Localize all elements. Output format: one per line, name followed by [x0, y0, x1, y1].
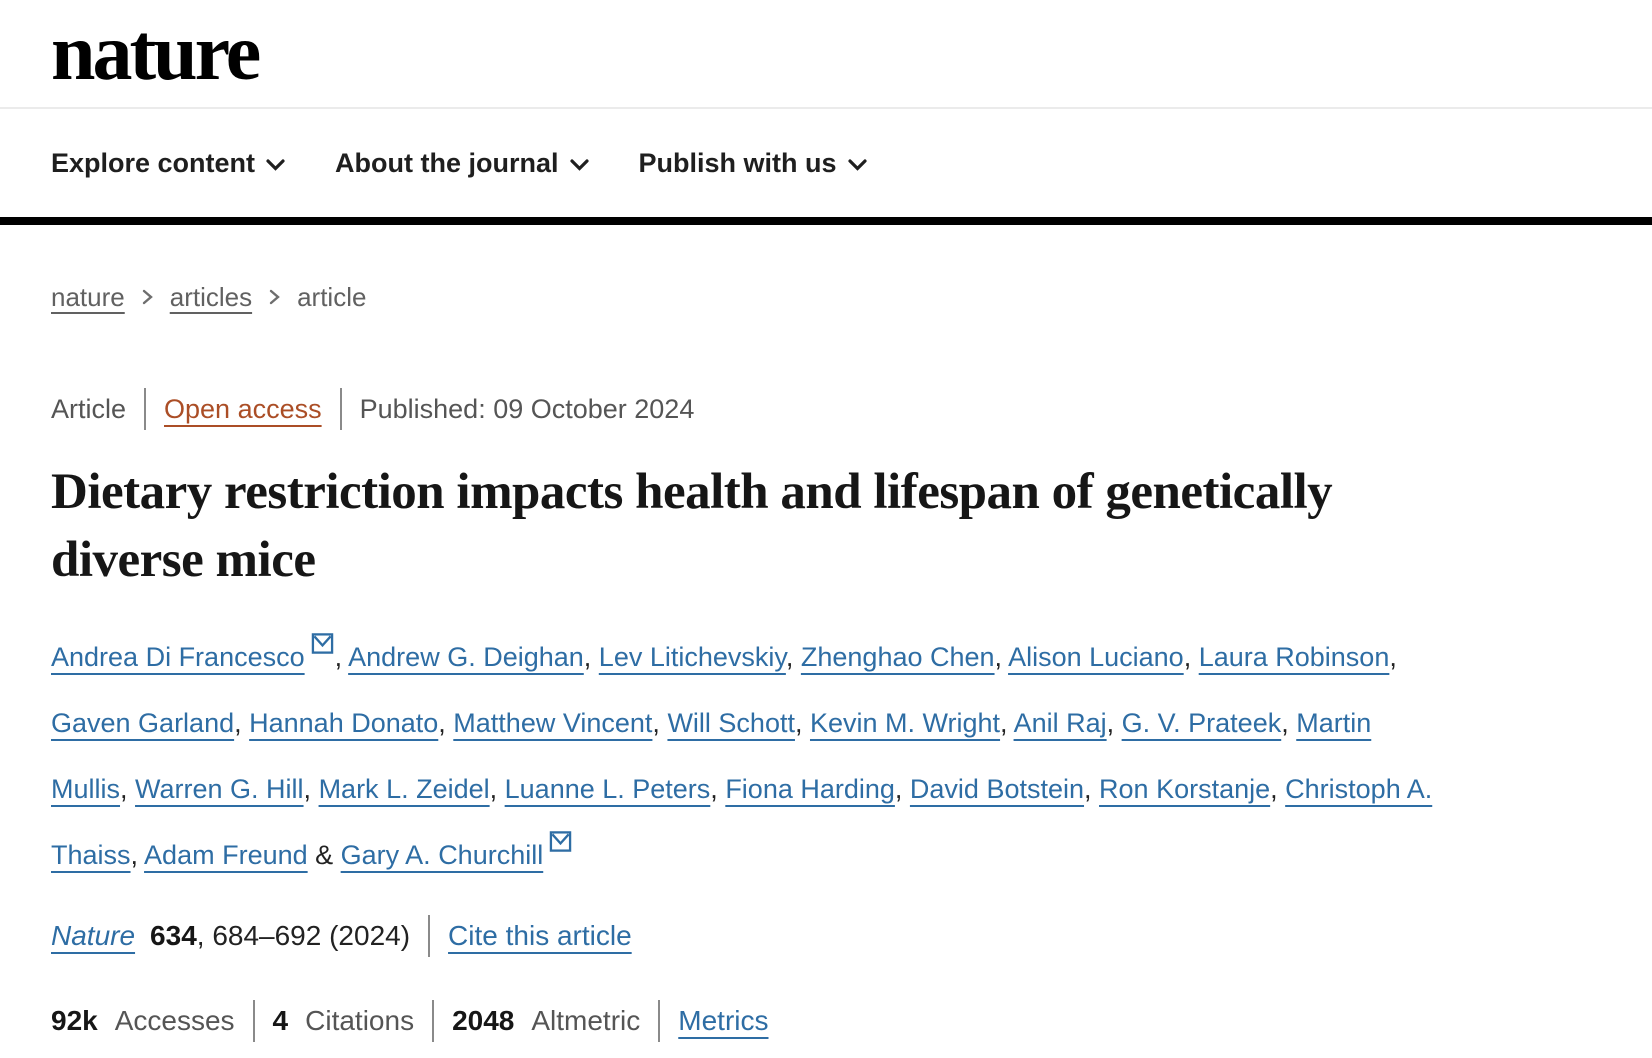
chevron-down-icon — [848, 158, 867, 172]
nature-logo[interactable]: nature — [51, 9, 259, 97]
author-link[interactable]: Gaven Garland — [51, 708, 235, 738]
author-link[interactable]: Gary A. Churchill — [340, 840, 544, 870]
email-icon[interactable] — [311, 632, 334, 655]
pages-year: , 684–692 (2024) — [196, 920, 411, 951]
chevron-down-icon — [266, 158, 285, 172]
breadcrumb-item-article: article — [297, 282, 367, 312]
main-nav — [0, 109, 1652, 217]
meta-separator — [144, 388, 146, 430]
author-link[interactable]: Lev Litichevskiy — [598, 642, 786, 672]
author-link[interactable]: Martin Mullis — [51, 708, 1372, 804]
metrics-separator — [432, 1000, 434, 1042]
nav-item-about-the-journal[interactable] — [335, 148, 588, 179]
nav-bottom-bar — [0, 217, 1652, 225]
cite-this-article-link[interactable]: Cite this article — [448, 920, 632, 951]
metrics-row — [51, 1000, 1652, 1042]
email-icon[interactable] — [549, 830, 572, 853]
nav-item-explore-content[interactable] — [51, 148, 285, 179]
metrics-link[interactable]: Metrics — [678, 1005, 769, 1036]
metric-label: Altmetric — [531, 1005, 641, 1036]
journal-link[interactable]: Nature — [51, 920, 136, 951]
article-page — [0, 281, 1652, 1042]
citation-row — [51, 914, 1652, 958]
author-link[interactable]: Mark L. Zeidel — [318, 774, 490, 804]
breadcrumb-separator — [268, 287, 281, 307]
metric-value: 4 — [272, 1005, 289, 1036]
metric-citations — [273, 1001, 415, 1041]
author-link[interactable]: Christoph A. Thaiss — [51, 774, 1433, 870]
nav-item-label: Publish with us — [638, 147, 837, 178]
author-link[interactable]: Anil Raj — [1013, 708, 1107, 738]
article-title: Dietary restriction impacts health and lifespan of genetically diverse mice — [51, 464, 1333, 588]
article-type-label: Article — [51, 394, 127, 424]
author-link[interactable]: Andrew G. Deighan — [348, 642, 584, 672]
author-link[interactable]: Matthew Vincent — [453, 708, 653, 738]
author-link[interactable]: David Botstein — [909, 774, 1085, 804]
metric-altmetric — [452, 1001, 640, 1041]
breadcrumb-item-articles[interactable]: articles — [169, 282, 253, 312]
nav-item-label: About the journal — [335, 147, 559, 178]
published-date: Published: 09 October 2024 — [359, 394, 695, 424]
metric-value: 92k — [51, 1005, 98, 1036]
metrics-separator — [658, 1000, 660, 1042]
ampersand: & — [307, 840, 341, 870]
site-header — [0, 0, 1652, 225]
nav-item-label: Explore content — [51, 147, 256, 178]
author-link[interactable]: Andrea Di Francesco — [51, 642, 305, 672]
metric-value: 2048 — [452, 1005, 515, 1036]
author-link[interactable]: Laura Robinson — [1198, 642, 1390, 672]
author-link[interactable]: G. V. Prateek — [1121, 708, 1282, 738]
metrics-separator — [253, 1000, 255, 1042]
breadcrumb-separator — [141, 287, 154, 307]
author-link[interactable]: Fiona Harding — [725, 774, 895, 804]
metric-label: Citations — [305, 1005, 415, 1036]
author-link[interactable]: Ron Korstanje — [1099, 774, 1271, 804]
author-link[interactable]: Adam Freund — [144, 840, 308, 870]
open-access-link[interactable]: Open access — [164, 394, 322, 424]
meta-separator — [340, 388, 342, 430]
author-list: Andrea Di Francesco , Andrew G. Deighan, Lev Litichevskiy, Zhenghao Chen, Alison Luciano, Laura Robinson, Gaven Garland, Hannah Donato, Matthew Vincent, Will Schott, Kevin M. Wright, Anil Raj, G. V. Prateek, Martin Mullis, Warren G. Hill, Mark L. Zeidel, Luanne L. Peters, Fiona Harding, David Botstein, Ron Korstanje, Christoph A. Thaiss, Adam Freund & Gary A. Churchill — [51, 624, 1451, 888]
author-link[interactable]: Alison Luciano — [1008, 642, 1184, 672]
logo-row — [0, 0, 1652, 107]
metric-label: Accesses — [114, 1005, 235, 1036]
breadcrumb-item-nature[interactable]: nature — [51, 282, 125, 312]
metric-accesses — [51, 1001, 235, 1041]
breadcrumb — [51, 281, 1652, 313]
volume-number: 634 — [150, 920, 197, 951]
chevron-right-icon — [141, 287, 154, 307]
citation-separator — [428, 915, 430, 957]
author-link[interactable]: Kevin M. Wright — [809, 708, 1001, 738]
author-link[interactable]: Luanne L. Peters — [504, 774, 711, 804]
article-meta-row — [51, 388, 1652, 430]
chevron-down-icon — [570, 158, 589, 172]
author-link[interactable]: Will Schott — [667, 708, 795, 738]
author-link[interactable]: Zhenghao Chen — [800, 642, 995, 672]
author-link[interactable]: Hannah Donato — [249, 708, 439, 738]
author-link[interactable]: Warren G. Hill — [135, 774, 304, 804]
nav-item-publish-with-us[interactable] — [639, 148, 867, 179]
chevron-right-icon — [268, 287, 281, 307]
